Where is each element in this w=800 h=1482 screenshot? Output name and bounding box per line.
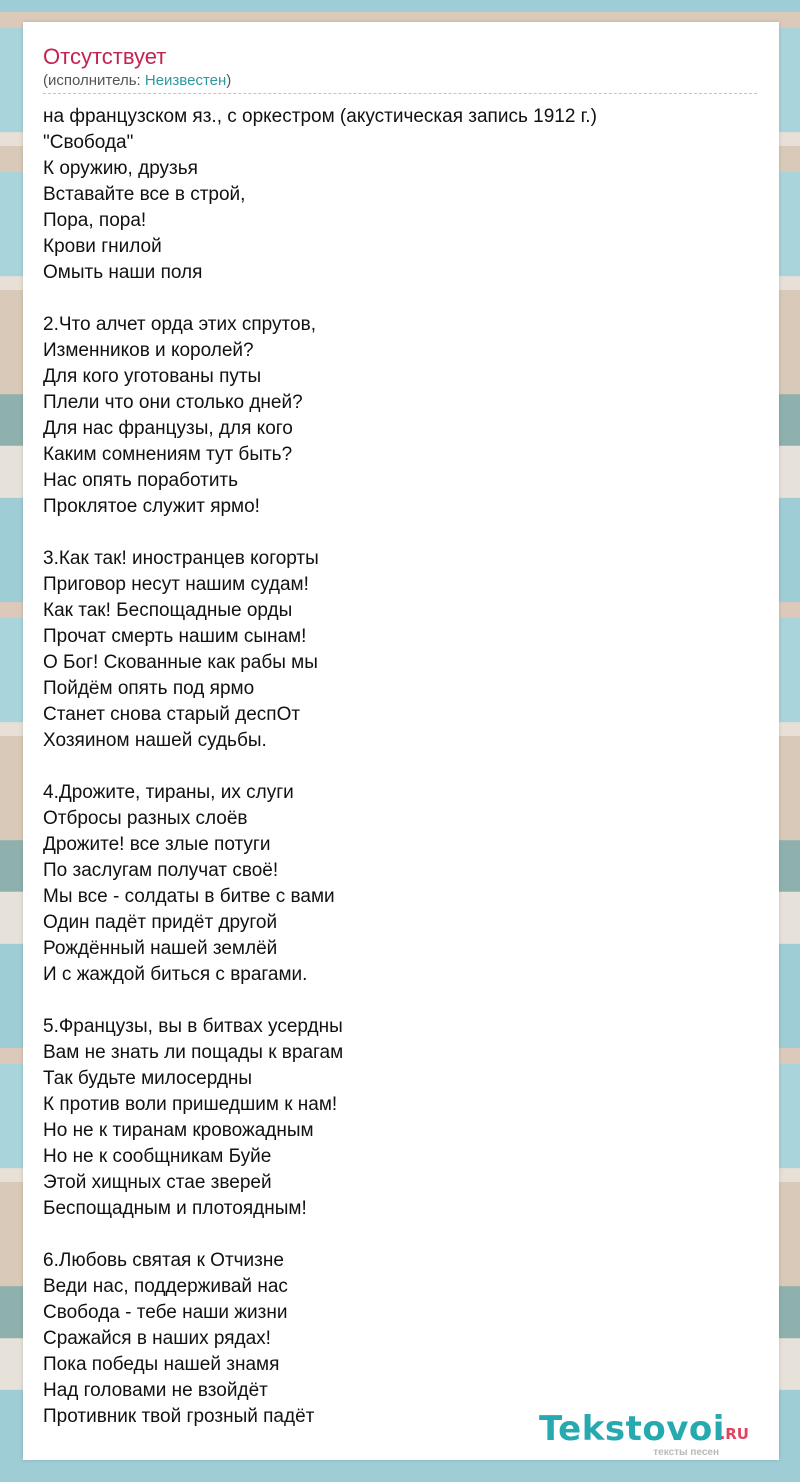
- song-title: Отсутствует: [43, 44, 167, 69]
- lyric-line: 5.Французы, вы в битвах усердны: [43, 1016, 343, 1037]
- lyric-line: Вам не знать ли пощады к врагам: [43, 1042, 344, 1063]
- lyric-blank-line: [43, 520, 757, 546]
- lyric-line: Над головами не взойдёт: [43, 1380, 268, 1401]
- lyric-line: 4.Дрожите, тираны, их слуги: [43, 782, 294, 803]
- lyric-line: К оружию, друзья: [43, 158, 198, 179]
- lyric-line: О Бог! Скованные как рабы мы: [43, 652, 318, 673]
- lyric-line: Станет снова старый деспОт: [43, 704, 301, 725]
- performer-suffix: ): [226, 72, 232, 89]
- lyric-line: По заслугам получат своё!: [43, 860, 279, 881]
- lyric-line: Пора, пора!: [43, 210, 147, 231]
- logo-domain: .RU: [719, 1425, 749, 1443]
- lyric-line: Отбросы разных слоёв: [43, 808, 248, 829]
- lyric-blank-line: [43, 754, 757, 780]
- lyric-line: Мы все - солдаты в битве с вами: [43, 886, 335, 907]
- lyric-line: 6.Любовь святая к Отчизне: [43, 1250, 284, 1271]
- lyric-line: Сражайся в наших рядах!: [43, 1328, 271, 1349]
- lyric-line: Этой хищных стае зверей: [43, 1172, 272, 1193]
- lyric-line: Для кого уготованы путы: [43, 366, 262, 387]
- performer-line: [43, 72, 757, 90]
- lyrics-text: [43, 104, 757, 1430]
- lyric-line: Дрожите! все злые потуги: [43, 834, 271, 855]
- lyric-line: "Свобода": [43, 132, 134, 153]
- lyric-line: Противник твой грозный падёт: [43, 1406, 315, 1427]
- lyric-line: Веди нас, поддерживай нас: [43, 1276, 288, 1297]
- lyric-line: 3.Как так! иностранцев когорты: [43, 548, 319, 569]
- logo-name: Tekstovoi: [539, 1409, 725, 1449]
- lyric-blank-line: [43, 988, 757, 1014]
- lyric-line: К против воли пришедшим к нам!: [43, 1094, 338, 1115]
- lyric-line: Пойдём опять под ярмо: [43, 678, 255, 699]
- lyric-line: Крови гнилой: [43, 236, 162, 257]
- lyric-line: Каким сомнениям тут быть?: [43, 444, 293, 465]
- site-logo[interactable]: [539, 1411, 749, 1457]
- lyric-line: Нас опять поработить: [43, 470, 239, 491]
- lyric-line: на французском яз., с оркестром (акустическая запись 1912 г.): [43, 106, 597, 127]
- lyric-line: Но не к тиранам кровожадным: [43, 1120, 314, 1141]
- lyric-line: Проклятое служит ярмо!: [43, 496, 260, 517]
- performer-prefix: (исполнитель:: [43, 72, 145, 89]
- lyric-line: Омыть наши поля: [43, 262, 203, 283]
- lyric-line: Как так! Беспощадные орды: [43, 600, 293, 621]
- lyric-line: Беспощадным и плотоядным!: [43, 1198, 307, 1219]
- lyric-line: Рождённый нашей землёй: [43, 938, 278, 959]
- lyric-line: Прочат смерть нашим сынам!: [43, 626, 307, 647]
- lyric-line: И с жаждой биться с врагами.: [43, 964, 308, 985]
- lyric-line: Один падёт придёт другой: [43, 912, 278, 933]
- logo-tagline: тексты песен: [653, 1447, 719, 1458]
- lyric-line: Но не к сообщникам Буйе: [43, 1146, 272, 1167]
- lyric-line: Плели что они столько дней?: [43, 392, 303, 413]
- lyric-line: Свобода - тебе наши жизни: [43, 1302, 288, 1323]
- lyric-blank-line: [43, 286, 757, 312]
- performer-link[interactable]: Неизвестен: [144, 72, 227, 89]
- lyric-line: Пока победы нашей знамя: [43, 1354, 280, 1375]
- lyric-line: Изменников и королей?: [43, 340, 254, 361]
- lyric-line: Так будьте милосердны: [43, 1068, 253, 1089]
- lyric-blank-line: [43, 1222, 757, 1248]
- lyric-line: Для нас французы, для кого: [43, 418, 293, 439]
- lyric-line: Приговор несут нашим судам!: [43, 574, 309, 595]
- lyrics-card: [23, 22, 779, 1460]
- lyric-line: Вставайте все в строй,: [43, 184, 246, 205]
- lyric-line: Хозяином нашей судьбы.: [43, 730, 267, 751]
- song-header: [43, 44, 757, 94]
- lyric-line: 2.Что алчет орда этих спрутов,: [43, 314, 316, 335]
